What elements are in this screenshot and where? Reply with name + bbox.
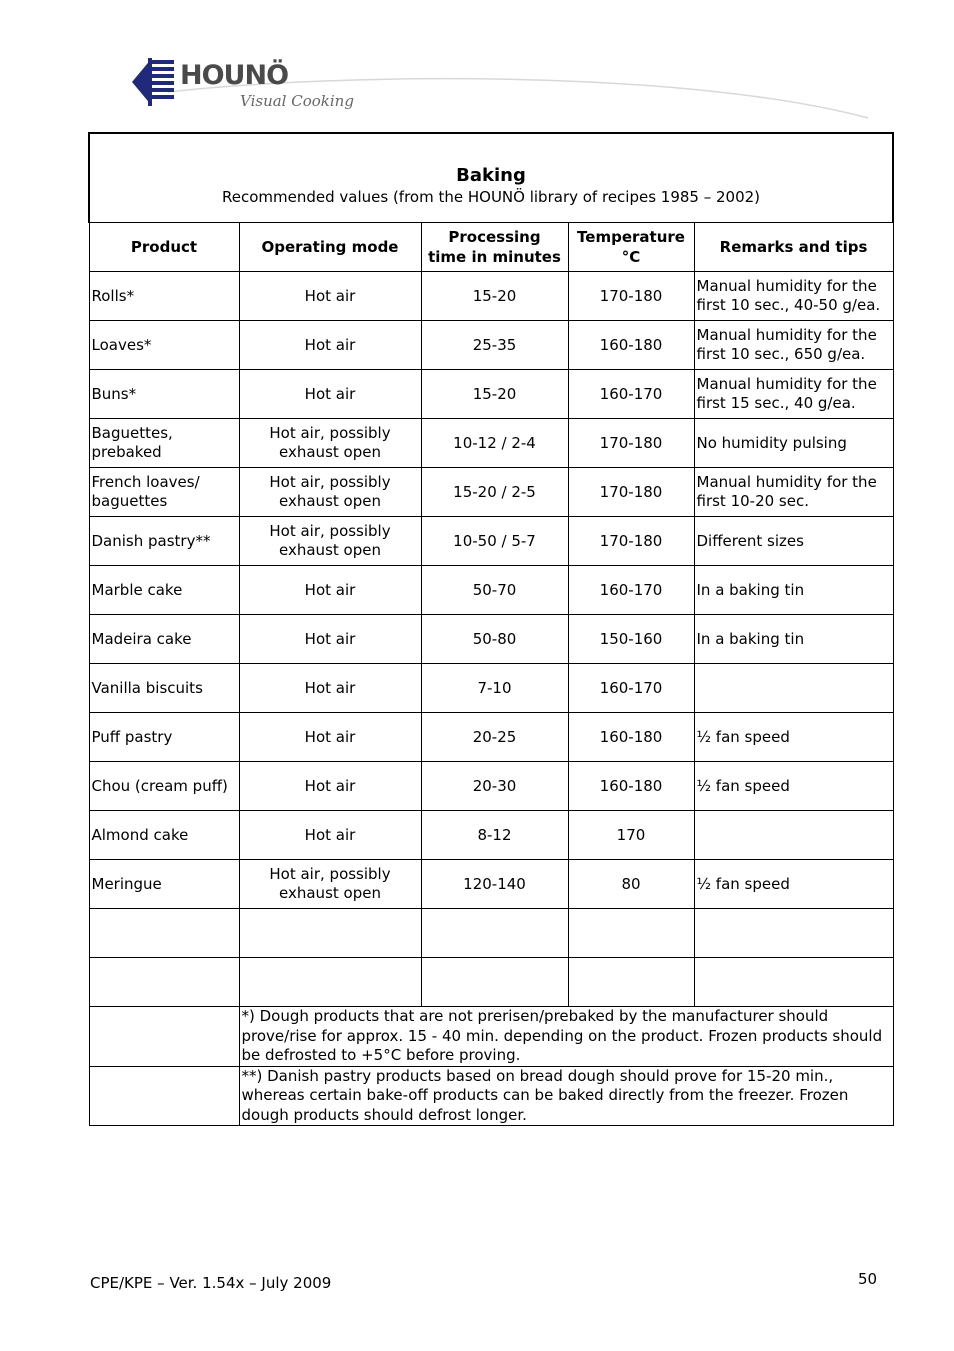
processing-time-cell <box>421 958 568 1007</box>
operating-mode-cell: Hot air, possibly exhaust open <box>239 517 421 566</box>
table-title-cell <box>89 133 893 223</box>
column-header-row <box>89 223 893 272</box>
product-cell <box>89 909 239 958</box>
temperature-cell: 160-170 <box>568 370 694 419</box>
temperature-cell: 160-170 <box>568 566 694 615</box>
header-product: Product <box>89 223 239 272</box>
processing-time-cell: 120-140 <box>421 860 568 909</box>
table-row <box>89 713 893 762</box>
processing-time-cell: 50-70 <box>421 566 568 615</box>
temperature-cell: 160-180 <box>568 762 694 811</box>
product-cell <box>89 958 239 1007</box>
operating-mode-cell: Hot air <box>239 713 421 762</box>
remarks-cell: Different sizes <box>694 517 893 566</box>
product-cell: Almond cake <box>89 811 239 860</box>
product-cell: Marble cake <box>89 566 239 615</box>
processing-time-cell: 15-20 <box>421 272 568 321</box>
footnote-1: *) Dough products that are not prerisen/prebaked by the manufacturer should prove/rise for approx. 15 - 40 min. depending on the product. Frozen products should be defrosted to +5°C before proving. <box>239 1007 893 1067</box>
product-cell: Danish pastry** <box>89 517 239 566</box>
temperature-cell: 160-180 <box>568 713 694 762</box>
processing-time-cell: 25-35 <box>421 321 568 370</box>
operating-mode-cell: Hot air <box>239 615 421 664</box>
table-row <box>89 664 893 713</box>
section-subtitle: Recommended values (from the HOUNÖ library of recipes 1985 – 2002) <box>222 187 761 206</box>
remarks-cell <box>694 909 893 958</box>
table-row <box>89 860 893 909</box>
temperature-cell: 80 <box>568 860 694 909</box>
processing-time-cell: 7-10 <box>421 664 568 713</box>
operating-mode-cell: Hot air <box>239 321 421 370</box>
operating-mode-cell: Hot air <box>239 566 421 615</box>
temperature-cell: 170-180 <box>568 272 694 321</box>
product-cell: Madeira cake <box>89 615 239 664</box>
logo-tagline: Visual Cooking <box>240 92 354 110</box>
houno-logo <box>128 56 888 122</box>
temperature-cell: 160-170 <box>568 664 694 713</box>
processing-time-cell: 8-12 <box>421 811 568 860</box>
table-row <box>89 321 893 370</box>
baking-table <box>88 132 894 1126</box>
temperature-cell <box>568 958 694 1007</box>
table-row <box>89 370 893 419</box>
temperature-cell: 160-180 <box>568 321 694 370</box>
remarks-cell: ½ fan speed <box>694 762 893 811</box>
remarks-cell: ½ fan speed <box>694 860 893 909</box>
operating-mode-cell <box>239 958 421 1007</box>
operating-mode-cell: Hot air <box>239 811 421 860</box>
temperature-cell <box>568 909 694 958</box>
operating-mode-cell: Hot air <box>239 272 421 321</box>
logo-text: HOUNÖ <box>180 60 289 91</box>
page-number: 50 <box>858 1270 878 1288</box>
operating-mode-cell <box>239 909 421 958</box>
footer-version: CPE/KPE – Ver. 1.54x – July 2009 <box>90 1274 332 1292</box>
remarks-cell: In a baking tin <box>694 615 893 664</box>
product-cell: Buns* <box>89 370 239 419</box>
header-processing-time: Processing time in minutes <box>421 223 568 272</box>
table-row <box>89 615 893 664</box>
remarks-cell <box>694 958 893 1007</box>
operating-mode-cell: Hot air <box>239 664 421 713</box>
operating-mode-cell: Hot air, possibly exhaust open <box>239 468 421 517</box>
processing-time-cell: 20-25 <box>421 713 568 762</box>
temperature-cell: 170 <box>568 811 694 860</box>
product-cell: Baguettes, prebaked <box>89 419 239 468</box>
table-row <box>89 762 893 811</box>
table-row <box>89 811 893 860</box>
operating-mode-cell: Hot air <box>239 762 421 811</box>
product-cell: Meringue <box>89 860 239 909</box>
table-row <box>89 566 893 615</box>
table-row <box>89 909 893 958</box>
section-title: Baking <box>456 164 526 186</box>
remarks-cell: Manual humidity for the first 10 sec., 650 g/ea. <box>694 321 893 370</box>
remarks-cell: No humidity pulsing <box>694 419 893 468</box>
operating-mode-cell: Hot air, possibly exhaust open <box>239 419 421 468</box>
header-temperature: Temperature °C <box>568 223 694 272</box>
header-remarks: Remarks and tips <box>694 223 893 272</box>
temperature-cell: 170-180 <box>568 419 694 468</box>
processing-time-cell: 15-20 <box>421 370 568 419</box>
table-row <box>89 468 893 517</box>
product-cell: Chou (cream puff) <box>89 762 239 811</box>
temperature-cell: 150-160 <box>568 615 694 664</box>
header-operating-mode: Operating mode <box>239 223 421 272</box>
table-row <box>89 272 893 321</box>
processing-time-cell <box>421 909 568 958</box>
table-row <box>89 958 893 1007</box>
operating-mode-cell: Hot air, possibly exhaust open <box>239 860 421 909</box>
processing-time-cell: 50-80 <box>421 615 568 664</box>
table-row <box>89 517 893 566</box>
remarks-cell: In a baking tin <box>694 566 893 615</box>
remarks-cell: Manual humidity for the first 15 sec., 40 g/ea. <box>694 370 893 419</box>
processing-time-cell: 10-50 / 5-7 <box>421 517 568 566</box>
operating-mode-cell: Hot air <box>239 370 421 419</box>
processing-time-cell: 10-12 / 2-4 <box>421 419 568 468</box>
product-cell: Loaves* <box>89 321 239 370</box>
remarks-cell <box>694 664 893 713</box>
footnote-row-2 <box>89 1066 893 1126</box>
remarks-cell: Manual humidity for the first 10-20 sec. <box>694 468 893 517</box>
footnote-row-1 <box>89 1007 893 1067</box>
product-cell: Vanilla biscuits <box>89 664 239 713</box>
product-cell: French loaves/ baguettes <box>89 468 239 517</box>
product-cell: Puff pastry <box>89 713 239 762</box>
temperature-cell: 170-180 <box>568 517 694 566</box>
remarks-cell: Manual humidity for the first 10 sec., 40-50 g/ea. <box>694 272 893 321</box>
temperature-cell: 170-180 <box>568 468 694 517</box>
product-cell: Rolls* <box>89 272 239 321</box>
footnote-2: **) Danish pastry products based on bread dough should prove for 15-20 min., whereas certain bake-off products can be baked directly from the freezer. Frozen dough products should defrost longer. <box>239 1066 893 1126</box>
table-row <box>89 419 893 468</box>
remarks-cell: ½ fan speed <box>694 713 893 762</box>
processing-time-cell: 20-30 <box>421 762 568 811</box>
processing-time-cell: 15-20 / 2-5 <box>421 468 568 517</box>
remarks-cell <box>694 811 893 860</box>
